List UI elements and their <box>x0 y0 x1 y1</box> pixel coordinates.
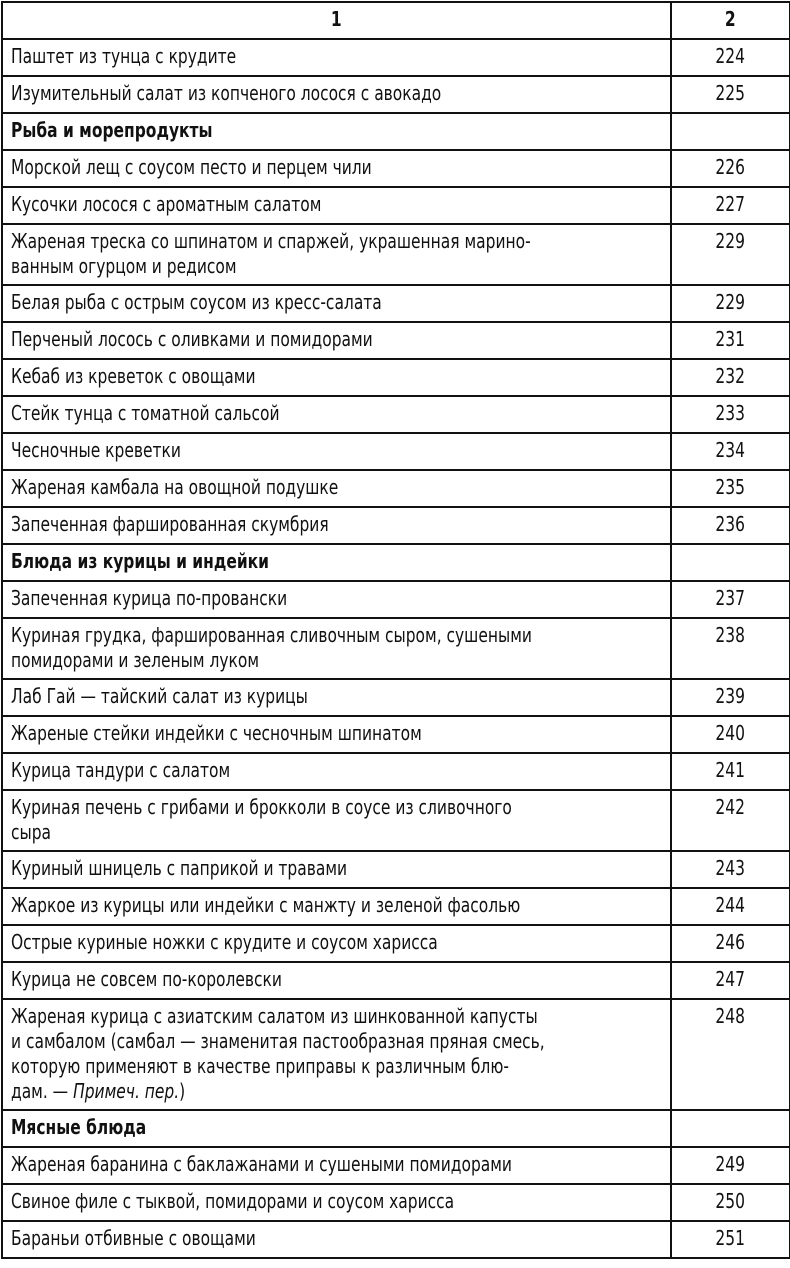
table-row <box>2 507 790 544</box>
page-number: 227 <box>671 187 790 224</box>
page-number: 229 <box>671 285 790 322</box>
page-number: 224 <box>671 39 790 76</box>
table-row <box>2 39 790 76</box>
recipe-name: Кусочки лосося с ароматным салатом <box>2 187 671 224</box>
recipe-name: Кебаб из креветок с овощами <box>2 359 671 396</box>
recipe-name: Стейк тунца с томатной сальсой <box>2 396 671 433</box>
recipe-name: Острые куриные ножки с крудите и соусом харисса <box>2 925 671 962</box>
recipe-name: Курица тандури с салатом <box>2 753 671 790</box>
table-row <box>2 396 790 433</box>
recipe-name: Куриная грудка, фаршированная сливочным сыром, сушеными помидорами и зеленым луком <box>2 618 671 679</box>
recipe-name: Жаркое из курицы или индейки с манжту и зеленой фасолью <box>2 888 671 925</box>
table-row <box>2 76 790 113</box>
recipe-name: Чесночные креветки <box>2 433 671 470</box>
table-row <box>2 322 790 359</box>
page-number: 241 <box>671 753 790 790</box>
section-header-row <box>2 544 790 581</box>
recipe-name: Жареные стейки индейки с чесночным шпинатом <box>2 716 671 753</box>
recipe-name: Морской лещ с соусом песто и перцем чили <box>2 150 671 187</box>
recipe-name: Запеченная курица по-провански <box>2 581 671 618</box>
page-number <box>671 1110 790 1147</box>
page-number <box>671 544 790 581</box>
recipe-name: Изумительный салат из копченого лосося с авокадо <box>2 76 671 113</box>
section-title: Блюда из курицы и индейки <box>2 544 671 581</box>
page-number: 246 <box>671 925 790 962</box>
page-number: 226 <box>671 150 790 187</box>
table-row <box>2 790 790 851</box>
recipe-name: Куриная печень с грибами и брокколи в соусе из сливочного сыра <box>2 790 671 851</box>
section-header-row <box>2 113 790 150</box>
table-row <box>2 851 790 888</box>
column-header-2: 2 <box>671 2 790 39</box>
column-header-1: 1 <box>2 2 671 39</box>
table-row <box>2 999 790 1110</box>
page-number: 238 <box>671 618 790 679</box>
page-number: 239 <box>671 679 790 716</box>
page-number: 248 <box>671 999 790 1110</box>
page-number: 225 <box>671 76 790 113</box>
header-row <box>2 2 790 39</box>
recipe-name: Паштет из тунца с крудите <box>2 39 671 76</box>
page-number: 242 <box>671 790 790 851</box>
table-row <box>2 470 790 507</box>
table-row <box>2 716 790 753</box>
recipe-name: Курица не совсем по-королевски <box>2 962 671 999</box>
recipe-name: Перченый лосось с оливками и помидорами <box>2 322 671 359</box>
page-number: 249 <box>671 1147 790 1184</box>
page-number: 243 <box>671 851 790 888</box>
recipe-name: Свиное филе с тыквой, помидорами и соусом харисса <box>2 1184 671 1221</box>
recipe-index-table <box>1 1 790 1259</box>
section-title: Рыба и морепродукты <box>2 113 671 150</box>
recipe-name: Запеченная фаршированная скумбрия <box>2 507 671 544</box>
page-number: 231 <box>671 322 790 359</box>
page-number: 234 <box>671 433 790 470</box>
table-row <box>2 888 790 925</box>
section-title: Мясные блюда <box>2 1110 671 1147</box>
table-row <box>2 581 790 618</box>
table-row <box>2 187 790 224</box>
table-row <box>2 1147 790 1184</box>
table-row <box>2 433 790 470</box>
recipe-name: Бараньи отбивные с овощами <box>2 1221 671 1258</box>
page-number: 251 <box>671 1221 790 1258</box>
translator-note: Примеч. пер. <box>73 1079 180 1103</box>
page-number: 235 <box>671 470 790 507</box>
table-row <box>2 285 790 322</box>
recipe-name: Лаб Гай — тайский салат из курицы <box>2 679 671 716</box>
recipe-name: Жареная баранина с баклажанами и сушеными помидорами <box>2 1147 671 1184</box>
page-number: 232 <box>671 359 790 396</box>
table-row <box>2 359 790 396</box>
table-row <box>2 224 790 285</box>
page-number: 250 <box>671 1184 790 1221</box>
page-number: 237 <box>671 581 790 618</box>
table-row <box>2 618 790 679</box>
table-row <box>2 753 790 790</box>
page-number: 236 <box>671 507 790 544</box>
page-number: 229 <box>671 224 790 285</box>
table-row <box>2 679 790 716</box>
page-number: 233 <box>671 396 790 433</box>
recipe-name: Куриный шницель с паприкой и травами <box>2 851 671 888</box>
table-row <box>2 1221 790 1258</box>
page-number <box>671 113 790 150</box>
recipe-name: Жареная курица с азиатским салатом из шинкованной капусты и самбалом (самбал — знаменитая пастообразная пряная смесь, которую применяют в качестве приправы к различным блю- дам. — Примеч. пер.) <box>2 999 671 1110</box>
recipe-name: Белая рыба с острым соусом из кресс-салата <box>2 285 671 322</box>
page-number: 247 <box>671 962 790 999</box>
table-row <box>2 962 790 999</box>
table-row <box>2 925 790 962</box>
table-row <box>2 1184 790 1221</box>
page-number: 244 <box>671 888 790 925</box>
recipe-name: Жареная камбала на овощной подушке <box>2 470 671 507</box>
recipe-name: Жареная треска со шпинатом и спаржей, украшенная марино- ванным огурцом и редисом <box>2 224 671 285</box>
table-row <box>2 150 790 187</box>
section-header-row <box>2 1110 790 1147</box>
page-number: 240 <box>671 716 790 753</box>
